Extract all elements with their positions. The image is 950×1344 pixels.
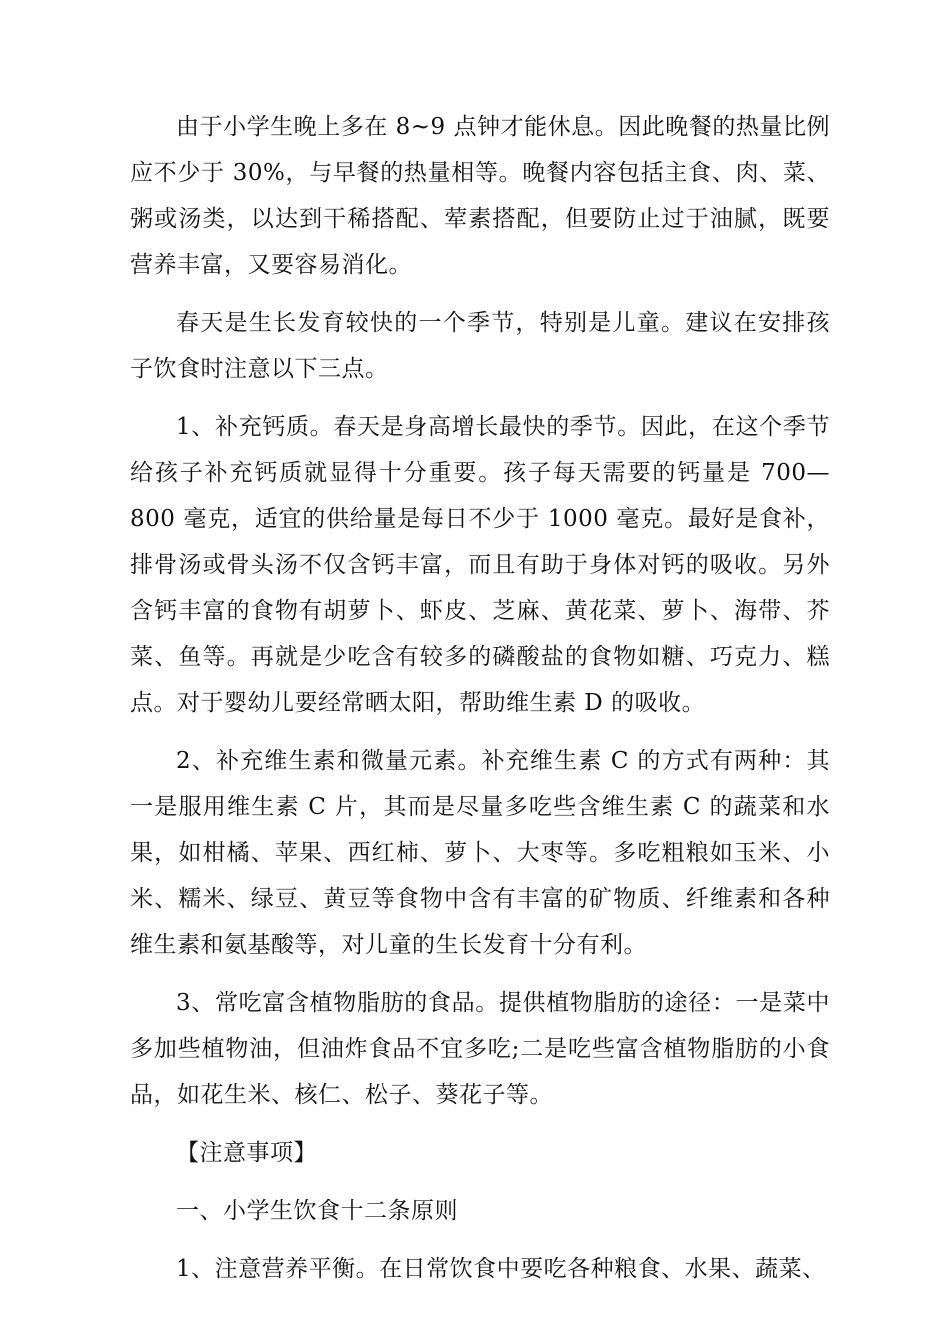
paragraph-vitamins: 2、补充维生素和微量元素。补充维生素 C 的方式有两种：其一是服用维生素 C 片，其而是尽量多吃些含维生素 C 的蔬菜和水果，如柑橘、苹果、西红柿、萝卜、大枣等。多吃粗粮如玉米、小米、糯米、绿豆、黄豆等食物中含有丰富的矿物质、纤维素和各种维生素和氨基酸等，对儿童的生长发育十分有利。 — [130, 748, 830, 958]
section-heading: 一、小学生饮食十二条原则 — [176, 1198, 458, 1224]
paragraph-calcium: 1、补充钙质。春天是身高增长最快的季节。因此，在这个季节给孩子补充钙质就显得十分重要。孩子每天需要的钙量是 700—800 毫克，适宜的供给量是每日不少于 1000 毫克。最好是食补，排骨汤或骨头汤不仅含钙丰富，而且有助于身体对钙的吸收。另外含钙丰富的食物有胡萝卜、虾皮、芝麻、黄花菜、萝卜、海带、芥菜、鱼等。再就是少吃含有较多的磷酸盐的食物如糖、巧克力、糕点。对于婴幼儿要经常晒太阳，帮助维生素 D 的吸收。 — [130, 414, 830, 716]
document-page — [130, 104, 830, 1304]
paragraph-plant-fat: 3、常吃富含植物脂肪的食品。提供植物脂肪的途径：一是菜中多加些植物油，但油炸食品不宜多吃;二是吃些富含植物脂肪的小食品，如花生米、核仁、松子、葵花子等。 — [130, 990, 830, 1108]
paragraph-nutrition-balance: 1、注意营养平衡。在日常饮食中要吃各种粮食、水果、蔬菜、 — [176, 1256, 826, 1282]
paragraph-spring: 春天是生长发育较快的一个季节，特别是儿童。建议在安排孩子饮食时注意以下三点。 — [130, 310, 830, 382]
paragraph-dinner: 由于小学生晚上多在 8~9 点钟才能休息。因此晚餐的热量比例应不少于 30%，与早餐的热量相等。晚餐内容包括主食、肉、菜、粥或汤类，以达到干稀搭配、荤素搭配，但要防止过于油腻，既要营养丰富，又要容易消化。 — [130, 114, 830, 278]
notice-heading: 【注意事项】 — [176, 1140, 317, 1166]
